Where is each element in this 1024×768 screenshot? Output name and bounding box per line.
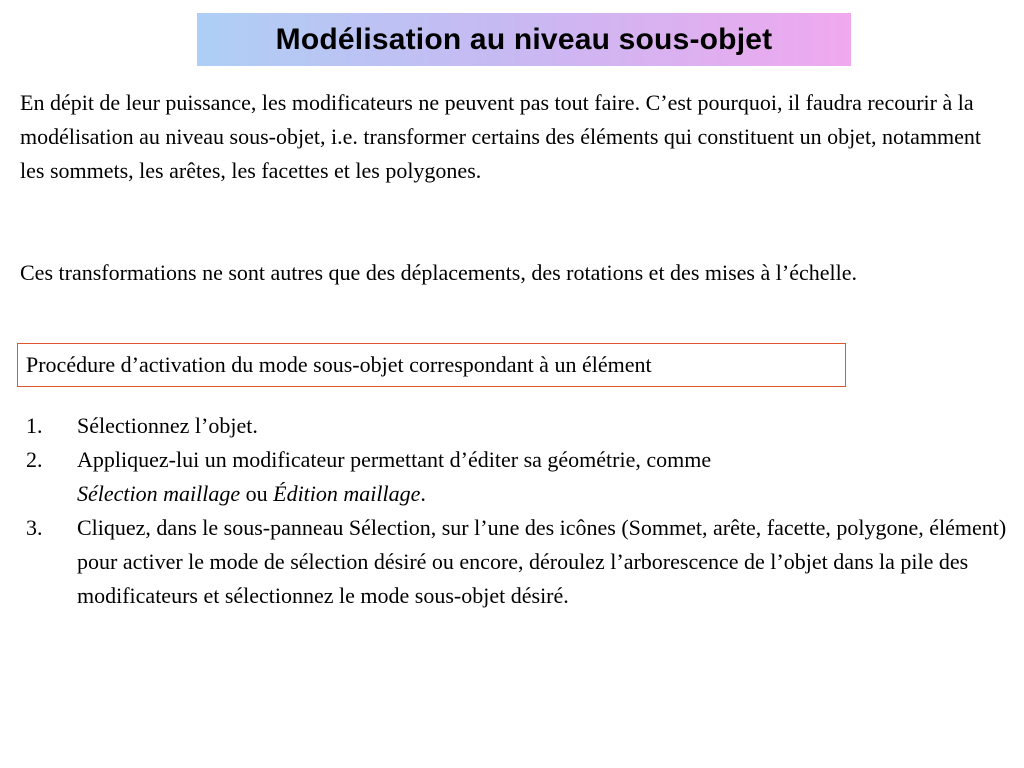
step-text-mid: ou (240, 481, 274, 506)
step-text (77, 447, 711, 506)
step-number: 1. (26, 413, 43, 438)
step-emphasis-selection-maillage: Sélection maillage (77, 481, 241, 506)
slide-title: Modélisation au niveau sous-objet (275, 22, 773, 56)
step-text-after: . (420, 481, 426, 506)
step-text-before: Appliquez-lui un modificateur permettant d’éditer sa géométrie, comme (77, 447, 712, 472)
list-item (20, 511, 1010, 613)
step-number: 3. (26, 515, 43, 540)
intro-paragraph: En dépit de leur puissance, les modificateurs ne peuvent pas tout faire. C’est pourquoi, il faudra recourir à la modélisation au niveau sous-objet, i.e. transformer certains des éléments qui constituent un objet, notamment les sommets, les arêtes, les facettes et les polygones. (20, 90, 982, 183)
step-text: Cliquez, dans le sous-panneau Sélection, sur l’une des icônes (Sommet, arête, facette, polygone, élément) pour activer le mode de sélection désiré ou encore, déroulez l’arborescence de l’objet dans la pile des modificateurs et sélectionnez le mode sous-objet désiré. (77, 515, 1007, 608)
procedure-heading-box (17, 343, 846, 387)
step-emphasis-edition-maillage: Édition maillage (273, 481, 421, 506)
procedure-steps-list (20, 409, 1010, 613)
list-item (20, 443, 1010, 511)
slide-title-banner (197, 13, 851, 66)
procedure-heading: Procédure d’activation du mode sous-objet correspondant à un élément (26, 352, 652, 377)
list-item (20, 409, 1010, 443)
transformations-paragraph: Ces transformations ne sont autres que des déplacements, des rotations et des mises à l’échelle. (20, 260, 857, 285)
step-number: 2. (26, 447, 43, 472)
step-text: Sélectionnez l’objet. (77, 413, 258, 438)
